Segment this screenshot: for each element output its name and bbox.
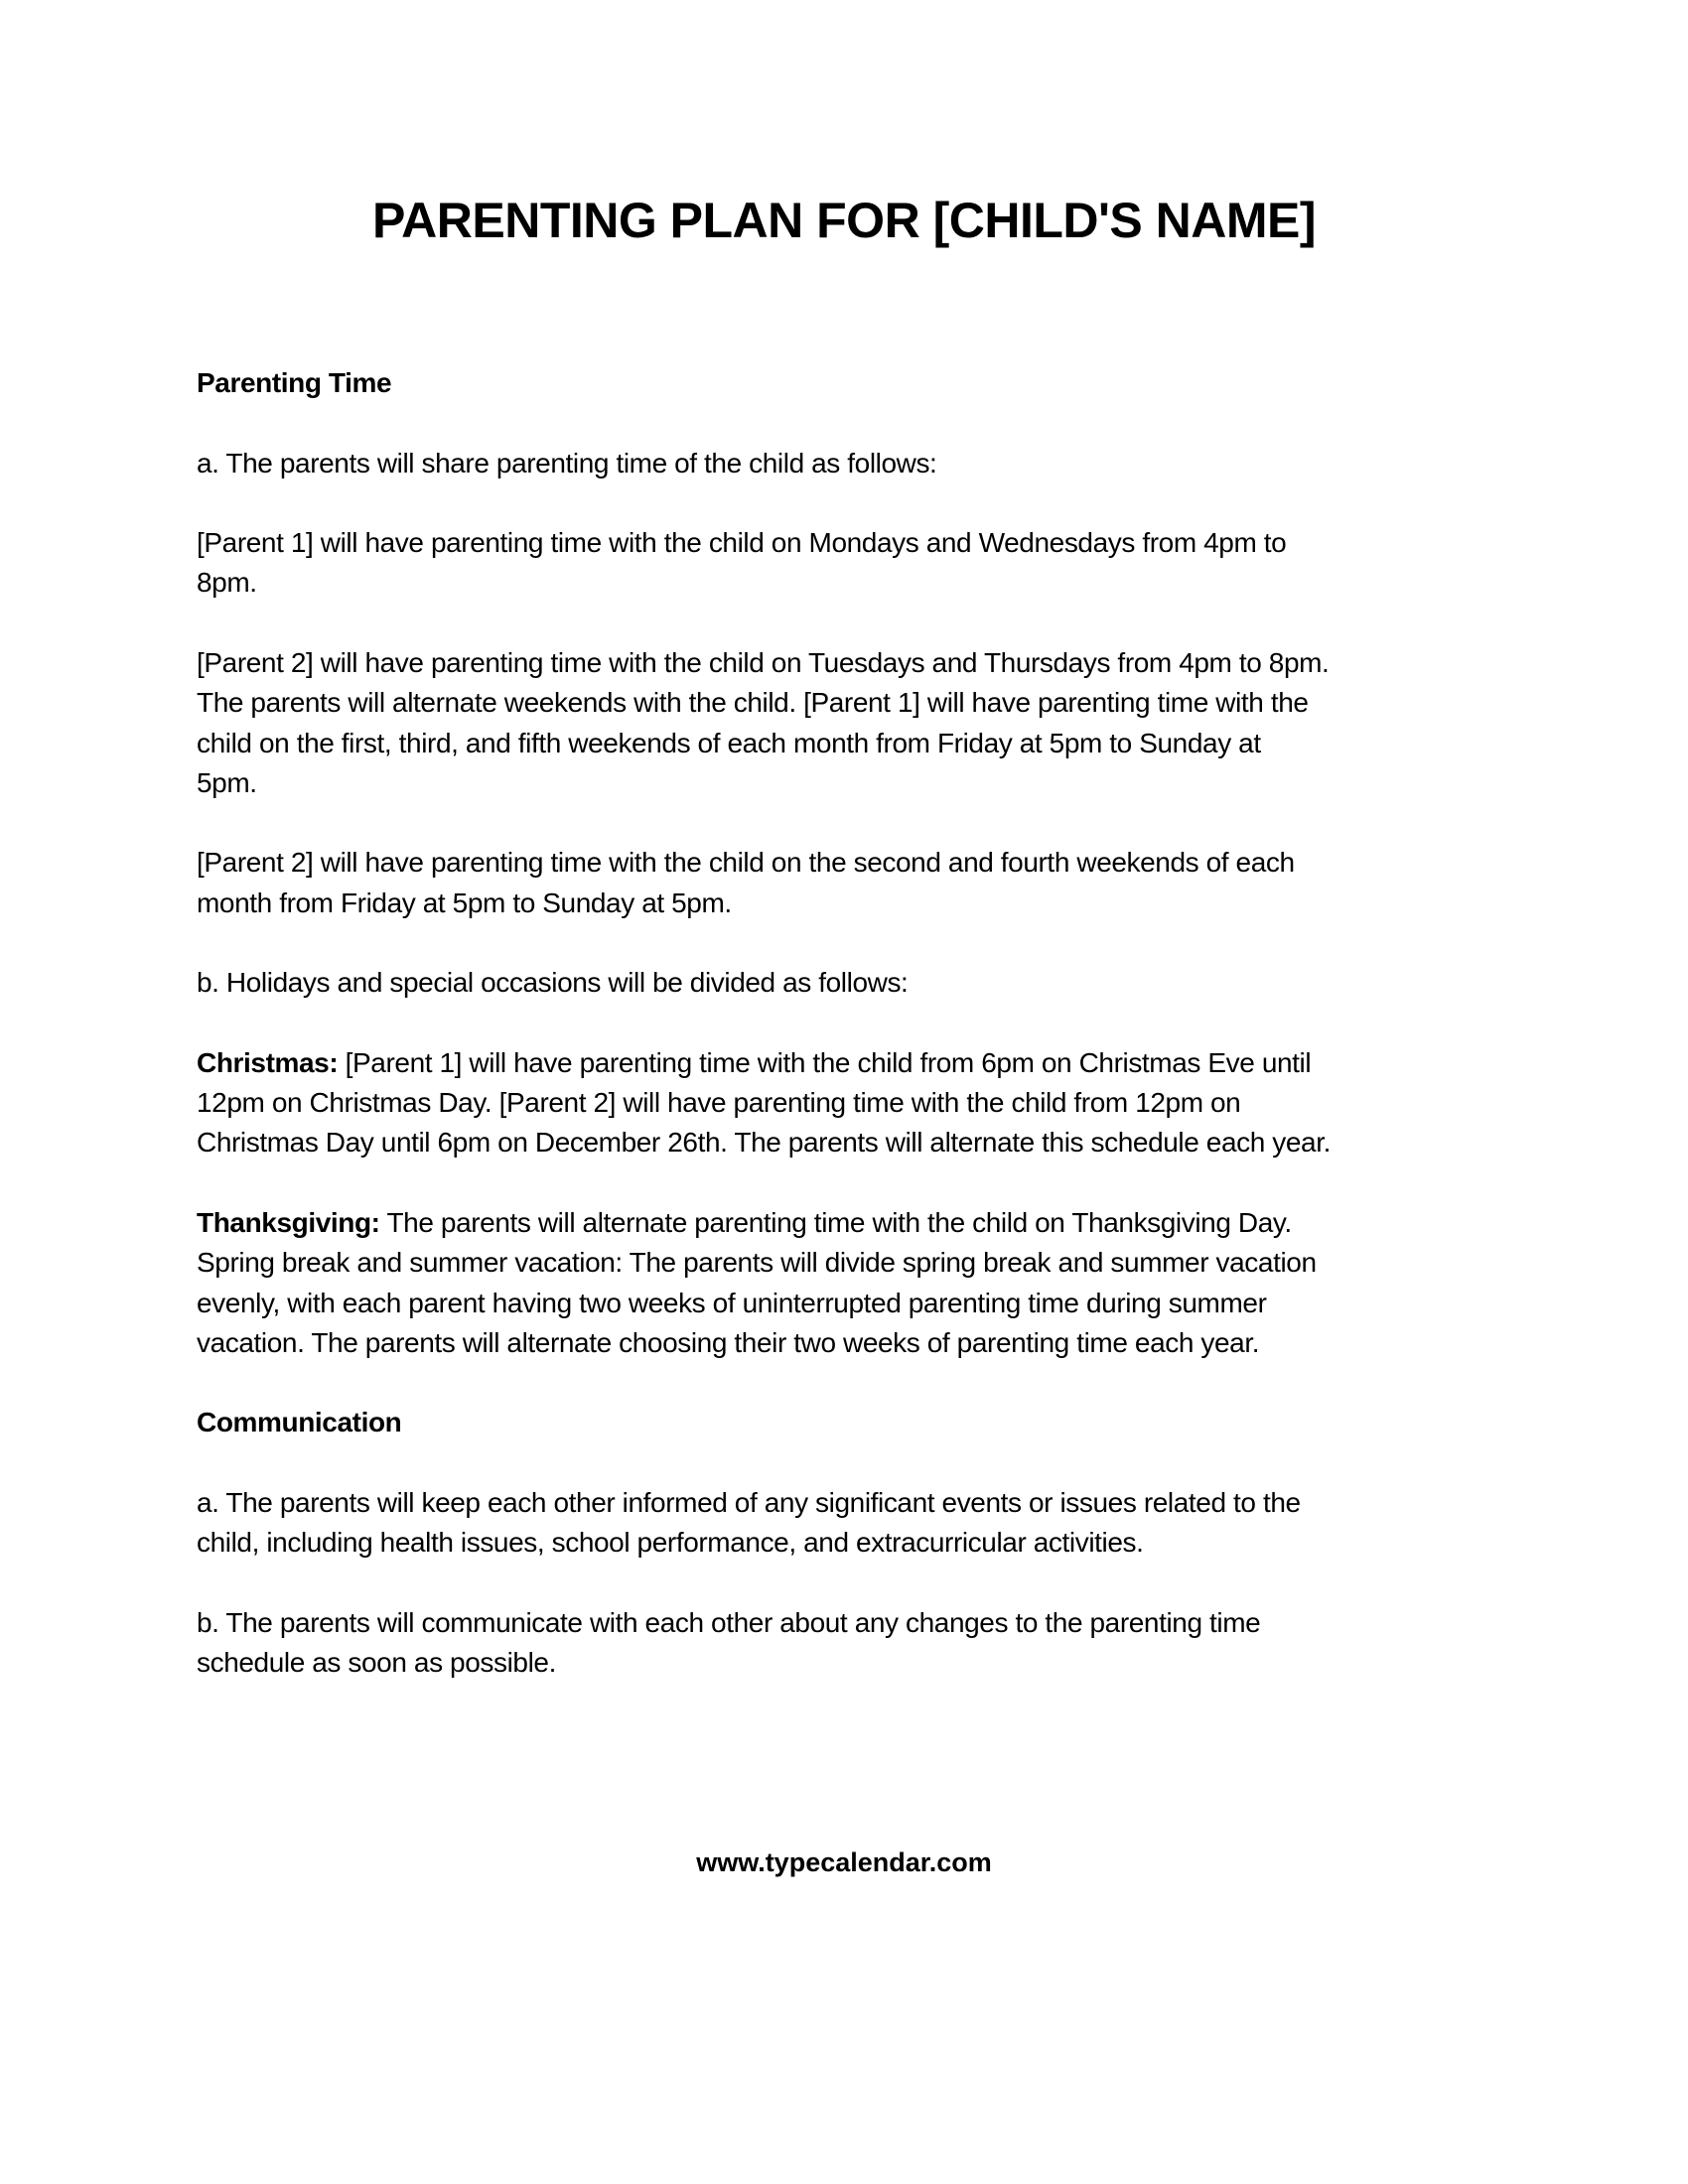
section-heading-communication: Communication xyxy=(197,1407,402,1437)
text-line: a. The parents will keep each other informed of any significant events or issues related to the xyxy=(197,1487,1301,1518)
section-heading-parenting-time: Parenting Time xyxy=(197,367,392,398)
footer-website-link[interactable]: www.typecalendar.com xyxy=(696,1847,992,1877)
text-line: evenly, with each parent having two weeks of uninterrupted parenting time during summer xyxy=(197,1288,1267,1318)
text-line: 5pm. xyxy=(197,767,257,798)
text-line: Spring break and summer vacation: The parents will divide spring break and summer vacation xyxy=(197,1247,1317,1278)
text-line: vacation. The parents will alternate choosing their two weeks of parenting time each year. xyxy=(197,1327,1260,1358)
text-line: 8pm. xyxy=(197,567,257,598)
paragraph-b-intro: b. Holidays and special occasions will be divided as follows: xyxy=(197,967,909,998)
text-line xyxy=(197,1203,1292,1243)
document-title: PARENTING PLAN FOR [CHILD'S NAME] xyxy=(372,193,1316,248)
text-line: month from Friday at 5pm to Sunday at 5pm. xyxy=(197,887,732,918)
text-run: [Parent 1] will have parenting time with the child from 6pm on Christmas Eve until xyxy=(338,1047,1312,1078)
text-line: [Parent 2] will have parenting time with the child on Tuesdays and Thursdays from 4pm to 8pm. xyxy=(197,647,1330,678)
text-line: [Parent 1] will have parenting time with the child on Mondays and Wednesdays from 4pm to xyxy=(197,527,1287,558)
text-line: child on the first, third, and fifth weekends of each month from Friday at 5pm to Sunday at xyxy=(197,728,1261,758)
text-line xyxy=(197,1043,1311,1083)
text-line: The parents will alternate weekends with the child. [Parent 1] will have parenting time with the xyxy=(197,687,1309,718)
paragraph-a-intro: a. The parents will share parenting time of the child as follows: xyxy=(197,448,937,478)
thanksgiving-label: Thanksgiving: xyxy=(197,1207,380,1238)
text-line: 12pm on Christmas Day. [Parent 2] will have parenting time with the child from 12pm on xyxy=(197,1087,1241,1118)
text-line: [Parent 2] will have parenting time with the child on the second and fourth weekends of each xyxy=(197,847,1295,878)
text-line: child, including health issues, school performance, and extracurricular activities. xyxy=(197,1527,1144,1558)
text-line: Christmas Day until 6pm on December 26th. The parents will alternate this schedule each year. xyxy=(197,1127,1331,1158)
text-run: The parents will alternate parenting time with the child on Thanksgiving Day. xyxy=(379,1207,1292,1238)
text-line: schedule as soon as possible. xyxy=(197,1647,556,1678)
text-line: b. The parents will communicate with each other about any changes to the parenting time xyxy=(197,1607,1261,1638)
christmas-label: Christmas: xyxy=(197,1047,339,1078)
